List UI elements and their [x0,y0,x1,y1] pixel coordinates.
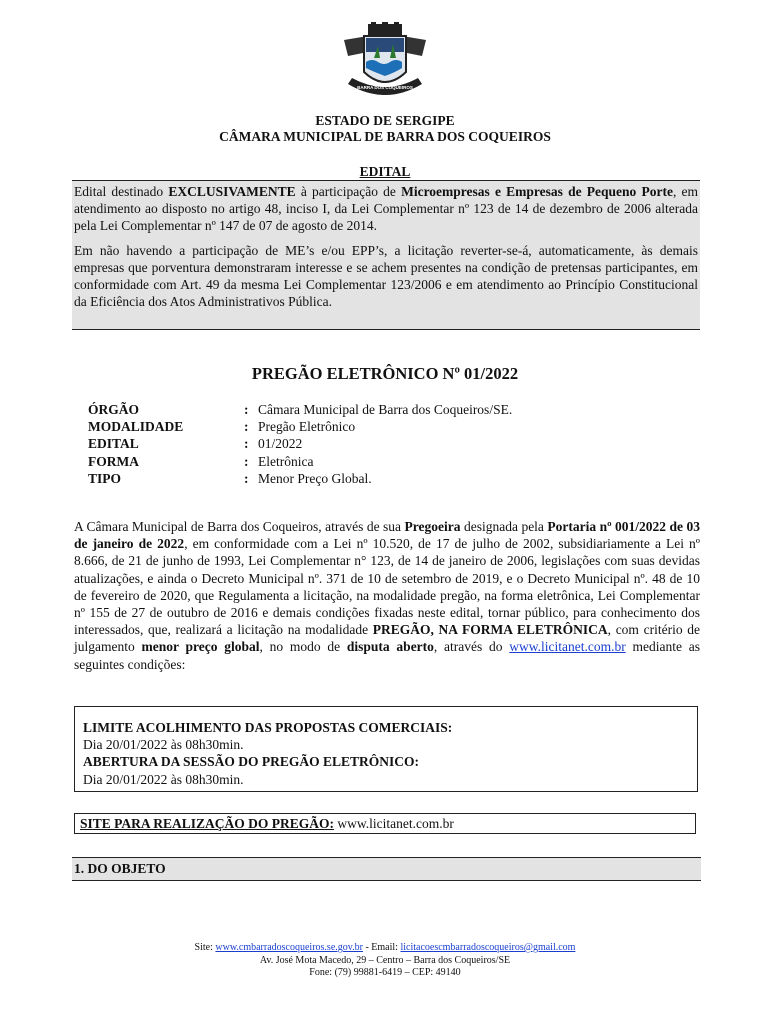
intro-text: , em conformidade com a Lei nº 10.520, de 17 de julho de 2002, subsidiariamente a Lei nº 8.666, de 21 de junho de 1993, Lei Complementar n° 123, de 14 de janeiro de 2006, legislações com suas devidas atualizações, e ainda o Decreto Municipal nº. 371 de 10 de setembro de 2019, e o Decreto Municipal nº. 48 de 10 de fevereiro de 2020, que Regulamenta a licitação, na modalidade pregão, na forma eletrônica, Lei Complementar nº 155 de 27 de outubro de 2016 e demais condições fixadas neste edital, tornar público, para conhecimento dos interessados, que, realizará a licitação na modalidade [74,536,700,638]
exclusivity-notice [72,180,700,330]
notice-text: Edital destinado [74,184,169,199]
intro-text: , no modo de [259,639,347,655]
auction-details [88,401,512,487]
notice-paragraph-1 [74,184,698,234]
detail-value: Câmara Municipal de Barra dos Coqueiros/SE. [258,402,513,417]
intro-emphasis: menor preço global [141,639,260,655]
licitanet-link[interactable]: www.licitanet.com.br [509,639,626,655]
footer-site-link[interactable]: www.cmbarradoscoqueiros.se.gov.br [215,942,363,953]
detail-colon: : [244,419,249,435]
notice-text: à participação de [295,184,402,199]
detail-value: Eletrônica [258,453,314,469]
detail-label: MODALIDADE [88,419,184,435]
intro-emphasis: PREGÃO, NA FORMA ELETRÔNICA [372,622,608,638]
detail-value: Menor Preço Global. [258,470,372,486]
proposal-deadline-label: LIMITE ACOLHIMENTO DAS PROPOSTAS COMERCIAIS: [83,720,453,735]
session-opening-value: Dia 20/01/2022 às 08h30min. [83,771,244,787]
detail-row [88,401,512,418]
section-heading-object: 1. DO OBJETO [72,857,701,881]
intro-text: , com critério de julgamento [74,622,700,655]
municipal-coat-of-arms [338,22,432,106]
detail-label: EDITAL [88,436,139,452]
auction-title: PREGÃO ELETRÔNICO Nº 01/2022 [251,364,519,383]
detail-value: 01/2022 [258,436,303,452]
page-footer [0,942,770,980]
session-opening-label: ABERTURA DA SESSÃO DO PREGÃO ELETRÔNICO: [83,754,419,770]
detail-row [88,418,512,435]
state-heading: ESTADO DE SERGIPE [315,113,455,128]
document-type-heading: EDITAL [359,164,411,179]
seal-banner-text: BARRA DOS COQUEIROS [357,85,413,90]
intro-text: mediante as seguintes condições: [74,639,700,672]
intro-emphasis: disputa aberto [346,639,434,655]
footer-contact-line [0,942,770,955]
footer-phone: Fone: (79) 99881-6419 – CEP: 49140 [309,967,461,978]
detail-colon: : [244,436,249,452]
footer-text: - Email: [362,942,401,953]
proposal-deadline-value: Dia 20/01/2022 às 08h30min. [83,737,244,753]
intro-emphasis: Portaria nº 001/2022 de 03 de janeiro de 2022 [74,519,700,552]
notice-text: , em atendimento ao disposto no artigo 48, inciso I, da Lei Complementar nº 123 de 14 de dezembro de 2006 alterada pela Lei Complementar nº 147 de 07 de agosto de 2014. [74,184,699,233]
detail-row [88,453,512,470]
auction-site-box [74,813,696,834]
detail-row [88,470,512,487]
intro-text: A Câmara Municipal de Barra dos Coqueiros, através de sua [74,519,405,534]
detail-label: FORMA [88,453,139,469]
auction-site-value: www.licitanet.com.br [334,816,454,831]
detail-value: Pregão Eletrônico [258,419,356,435]
chamber-heading: CÂMARA MUNICIPAL DE BARRA DOS COQUEIROS [219,129,551,144]
intro-paragraph [74,518,700,673]
detail-label: TIPO [88,470,122,486]
footer-text: Site: [194,942,216,953]
auction-site-label: SITE PARA REALIZAÇÃO DO PREGÃO: [80,816,335,831]
intro-text: , através do [433,639,510,655]
detail-label: ÓRGÃO [88,402,140,417]
footer-address: Av. José Mota Macedo, 29 – Centro – Barra dos Coqueiros/SE [259,954,511,966]
footer-email-link[interactable]: licitacoescmbarradoscoqueiros@gmail.com [400,942,576,953]
intro-text: designada pela [460,519,548,534]
detail-colon: : [244,470,249,486]
detail-colon: : [244,453,249,469]
detail-colon: : [244,402,249,417]
intro-emphasis: Pregoeira [404,519,461,534]
notice-emphasis: EXCLUSIVAMENTE [168,184,296,199]
notice-paragraph-2: Em não havendo a participação de ME’s e/ou EPP’s, a licitação reverter-se-á, automaticamente, às demais empresas que porventura demonstraram interesse e se achem presentes na condição de pretensas participantes, em conformidade com Art. 49 da mesma Lei Complementar 123/2006 e em atendimento ao Princípio Constitucional da Eficiência dos Atos Administrativos Pública. [74,243,698,309]
notice-emphasis: Microempresas e Empresas de Pequeno Porte [401,184,673,199]
schedule-box [74,706,698,792]
detail-row [88,435,512,452]
